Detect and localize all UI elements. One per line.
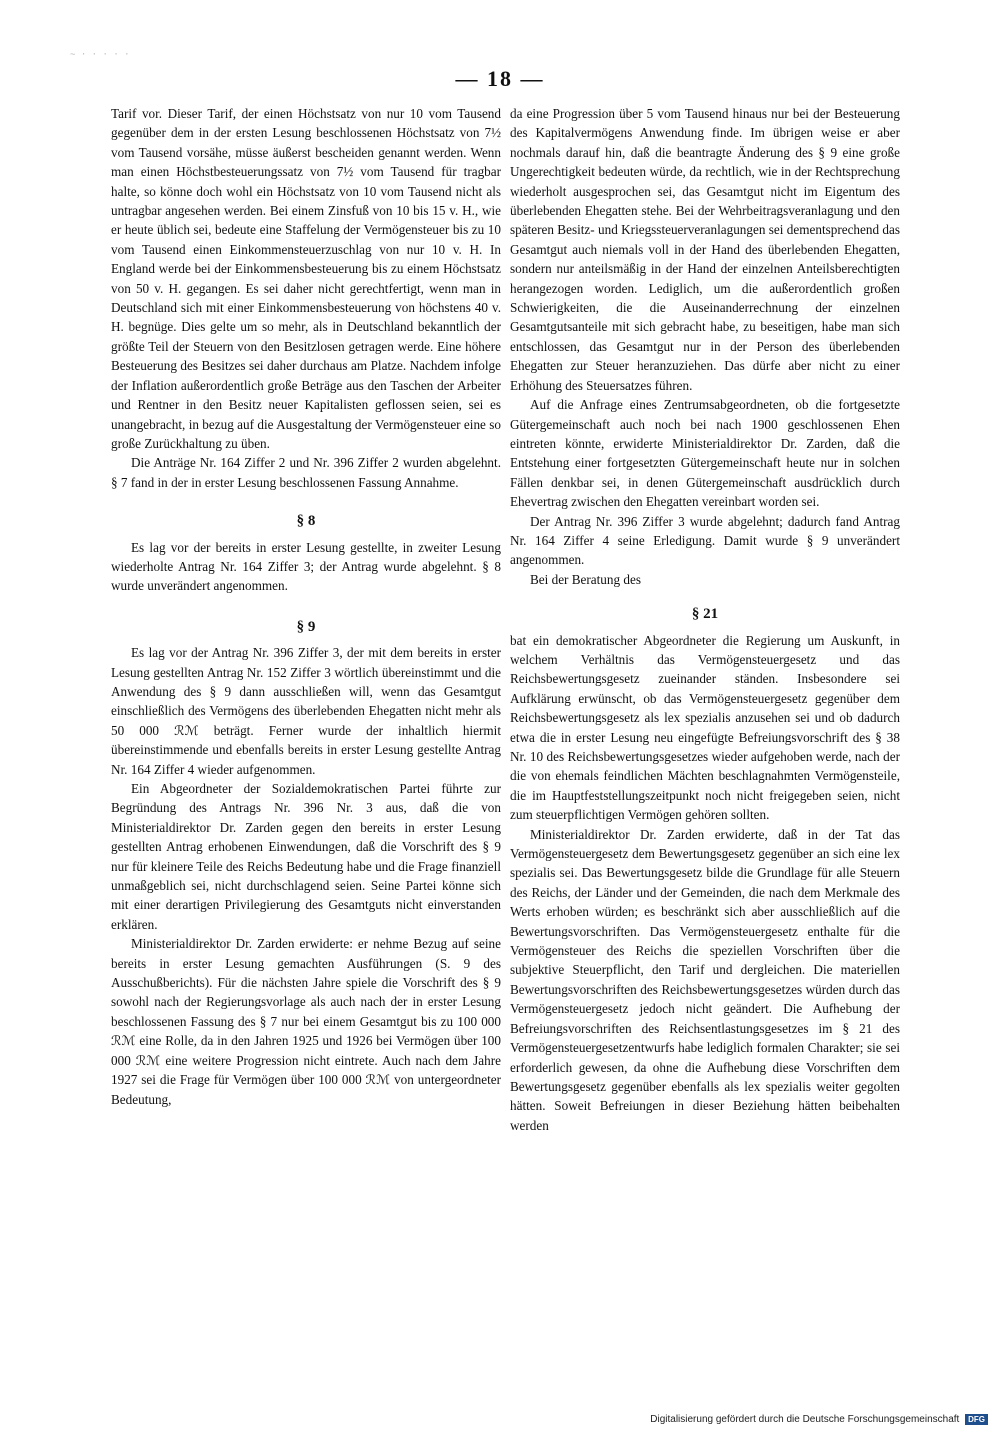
paragraph: bat ein demokratischer Abgeordneter die Regierung um Auskunft, in welchem Verhältnis das Vermögensteuergesetz und das Reichsbewertungsgesetz zueinander ständen. Insbesondere sei Aufklärung erwünscht, ob das Vermögensteuergesetz gegenüber dem Reichsbewertungsgesetz als lex spezialis anzusehen sei und ob dadurch etwa die in erster Lesung neu eingefügte Befreiungsvorschrift des § 38 Nr. 10 des Reichsbewertungsgesetzes wieder aufgehoben werde, nach der die von ehemals feindlichen Mächten beschlagnahmten Vermögensteile, die im Hauptfeststellungszeitpunkt noch nicht freigegeben seien, nicht zum steuerpflichtigen Vermögen gehören sollten. [510,632,900,823]
section-heading-9: § 9 [296,618,316,635]
library-stamp: ~ · · · · · [70,50,130,60]
dfg-logo-icon: DFG [965,1414,988,1425]
paragraph: Auf die Anfrage eines Zentrumsabgeordneten, ob die fortgesetzte Gütergemeinschaft auch noch bei nach 1900 geschlossenen Ehen eintreten könnte, erwiderte Ministerialdirektor Dr. Zarden, daß die Entstehung einer fortgesetzten Gütergemeinschaft heute nur in solchen Fällen denkbar sei, in denen Gütergemeinschaft ausdrücklich durch Ehevertrag zwischen den Ehegatten vereinbart worden sei. [510,397,900,510]
paragraph: Der Antrag Nr. 396 Ziffer 3 wurde abgelehnt; dadurch fand Antrag Nr. 164 Ziffer 4 seine Erledigung. Damit wurde § 9 unverändert angenommen. [510,513,900,568]
section-heading-21: § 21 [691,606,719,623]
page-number: — 18 — [455,66,545,91]
footer-text: Digitalisierung gefördert durch die Deutsche Forschungsgemeinschaft [650,1414,960,1426]
paragraph: Es lag vor der Antrag Nr. 396 Ziffer 3, der mit dem bereits in erster Lesung gestellten Antrag Nr. 152 Ziffer 3 wörtlich übereinstimmt und die Anwendung des § 9 dann ausschließen will, wenn das Gesamtgut einschließlich des Vermögens des überlebenden Ehegatten nicht mehr als 50 000 ℛℳ beträgt. Ferner wurde der inhaltlich hiermit übereinstimmende und ebenfalls bereits in erster Lesung gestellte Antrag Nr. 164 Ziffer 4 wieder aufgenommen. [111,645,501,777]
paragraph: Ministerialdirektor Dr. Zarden erwiderte, daß in der Tat das Vermögensteuergesetz dem Bewertungsgesetz gegenüber an sich eine lex spezialis sei. Das Bewertungsgesetz bilde die Grundlage für alle Steuern des Reichs, der Länder und der Gemeinden, die nach dem Merkmale des Werts erhoben würden; es beschränkt sich aber ausschließlich auf die Bewertungsvorschriften. Das Vermögensteuergesetz enthalte für die Vermögensteuer des Reichs die speziellen Vorschriften über die subjektive Steuerpflicht, den Tarif und dergleichen. Die materiellen Bewertungsvorschriften des Reichsbewertungsgesetzes würden durch das Vermögensteuergesetz jedoch nicht geändert. Die Aufhebung der Befreiungsvorschriften des Reichsentlastungsgesetzes im § 21 des Vermögensteuergesetzentwurfs habe lediglich formalen Charakter; sie sei erforderlich gewesen, da ohne die Aufhebung diese Vorschriften dem Bewertungsgesetz gegenüber ebenfalls als lex spezialis weiter gegolten hätten. Soweit Befreiungen in dieser Beziehung hätten beibehalten werden [510,826,900,1133]
paragraph: Bei der Beratung des [530,571,641,587]
digitization-footer [650,1414,988,1425]
paragraph: Ein Abgeordneter der Sozialdemokratischen Partei führte zur Begründung des Antrags Nr. 396 Nr. 3 aus, daß die von Ministerialdirektor Dr. Zarden gegen den bereits in erster Lesung gestellten Antrag erhobenen Einwendungen, daß die Vorschrift des § 9 nur für kleinere Teile des Reichs Bedeutung habe und die Frage finanziell unmaßgeblich sei, nicht durchschlagend seien. Seine Partei könne sich mit einer derartigen Privilegierung des Gesamtguts nicht einverstanden erklären. [111,781,501,932]
section-heading-8: § 8 [296,513,316,530]
paragraph: Die Anträge Nr. 164 Ziffer 2 und Nr. 396 Ziffer 2 wurden abgelehnt. § 7 fand in der in erster Lesung beschlossenen Fassung Annahme. [111,455,501,490]
right-column [510,104,900,1135]
paragraph: da eine Progression über 5 vom Tausend hinaus nur bei der Besteuerung des Kapitalvermögens Anwendung finde. Im übrigen weise er aber nochmals darauf hin, daß die beantragte Änderung des § 9 eine große Ungerechtigkeit bedeuten würde, da rechtlich, wie in der Rechtsprechung wiederholt ausgesprochen sei, das Gesamtgut nicht im Eigentum des überlebenden Ehegatten stehe. Bei der Wehrbeitragsveranlagung und den späteren Besitz- und Kriegssteuerveranlagungen sei dementsprechend das Gesamtgut auch niemals voll in der Hand des überlebenden Ehegatten, sondern nur anteilsmäßig in der Hand der einzelnen Anteilsberechtigten herangezogen worden. Lediglich, um die außerordentlich großen Schwierigkeiten, die die Auseinanderrechnung der einzelnen Gesamtgutsanteile mit sich gebracht habe, zu beseitigen, habe man sich entschlossen, das Gesamtgut nur in der Person des überlebenden Ehegatten zur Steuer heranzuziehen. Das dürfe aber nicht zu einer Erhöhung des Steuersatzes führen. [510,106,900,393]
paragraph: Ministerialdirektor Dr. Zarden erwiderte: er nehme Bezug auf seine bereits in erster Lesung gemachten Ausführungen (S. 9 des Ausschußberichts). Für die nächsten Jahre spiele die Vorschrift des § 9 sowohl nach der Regierungsvorlage als auch nach der in erster Lesung beschlossenen Fassung des § 7 nur bei einem Gesamtgut bis zu 100 000 ℛℳ eine Rolle, da in den Jahren 1925 und 1926 bei Vermögen über 100 000 ℛℳ eine weitere Progression nicht eintrete. Auch nach dem Jahre 1927 sei die Frage für Vermögen über 100 000 ℛℳ von untergeordneter Bedeutung, [111,936,501,1107]
left-column [111,104,501,1109]
paragraph: Tarif vor. Dieser Tarif, der einen Höchstsatz von nur 10 vom Tausend gegenüber dem in der ersten Lesung beschlossenen Höchstsatz von 7½ vom Tausend vorsähe, müsse äußerst bescheiden genannt werden. Wenn man einen Höchstbesteuerungssatz von 7½ vom Tausend für tragbar halte, so könne doch wohl ein Höchstsatz von 10 vom Tausend nicht als untragbar angesehen werden. Bei einem Zinsfuß von 10 bis 15 v. H., wie er heute üblich sei, bedeute eine Staffelung der Vermögensteuer bis zu 10 vom Tausend einen Einkommensteuerzuschlag von nur 10 v. H. In England werde bei der Einkommensbesteuerung bis zu einem Höchstsatz von 50 v. H. gegangen. Es sei daher nicht gerechtfertigt, wenn man in Deutschland sich mit einer Einkommensbesteuerung von höchstens 40 v. H. begnüge. Dies gelte um so mehr, als in Deutschland bekanntlich der größte Teil der Steuern von den Besitzlosen getragen werde. Eine höhere Besteuerung des Besitzes sei daher durchaus am Platze. Nachdem infolge der Inflation außerordentlich große Beträge aus den Taschen der Arbeiter und Rentner in den Besitz neuer Kapitalisten geflossen seien, sei es unangebracht, in bezug auf die Ausgestaltung der Vermögensteuer eine so große Zurückhaltung zu üben. [111,106,501,451]
paragraph: Es lag vor der bereits in erster Lesung gestellte, in zweiter Lesung wiederholte Antrag Nr. 164 Ziffer 3; der Antrag wurde abgelehnt. § 8 wurde unverändert angenommen. [111,539,501,594]
